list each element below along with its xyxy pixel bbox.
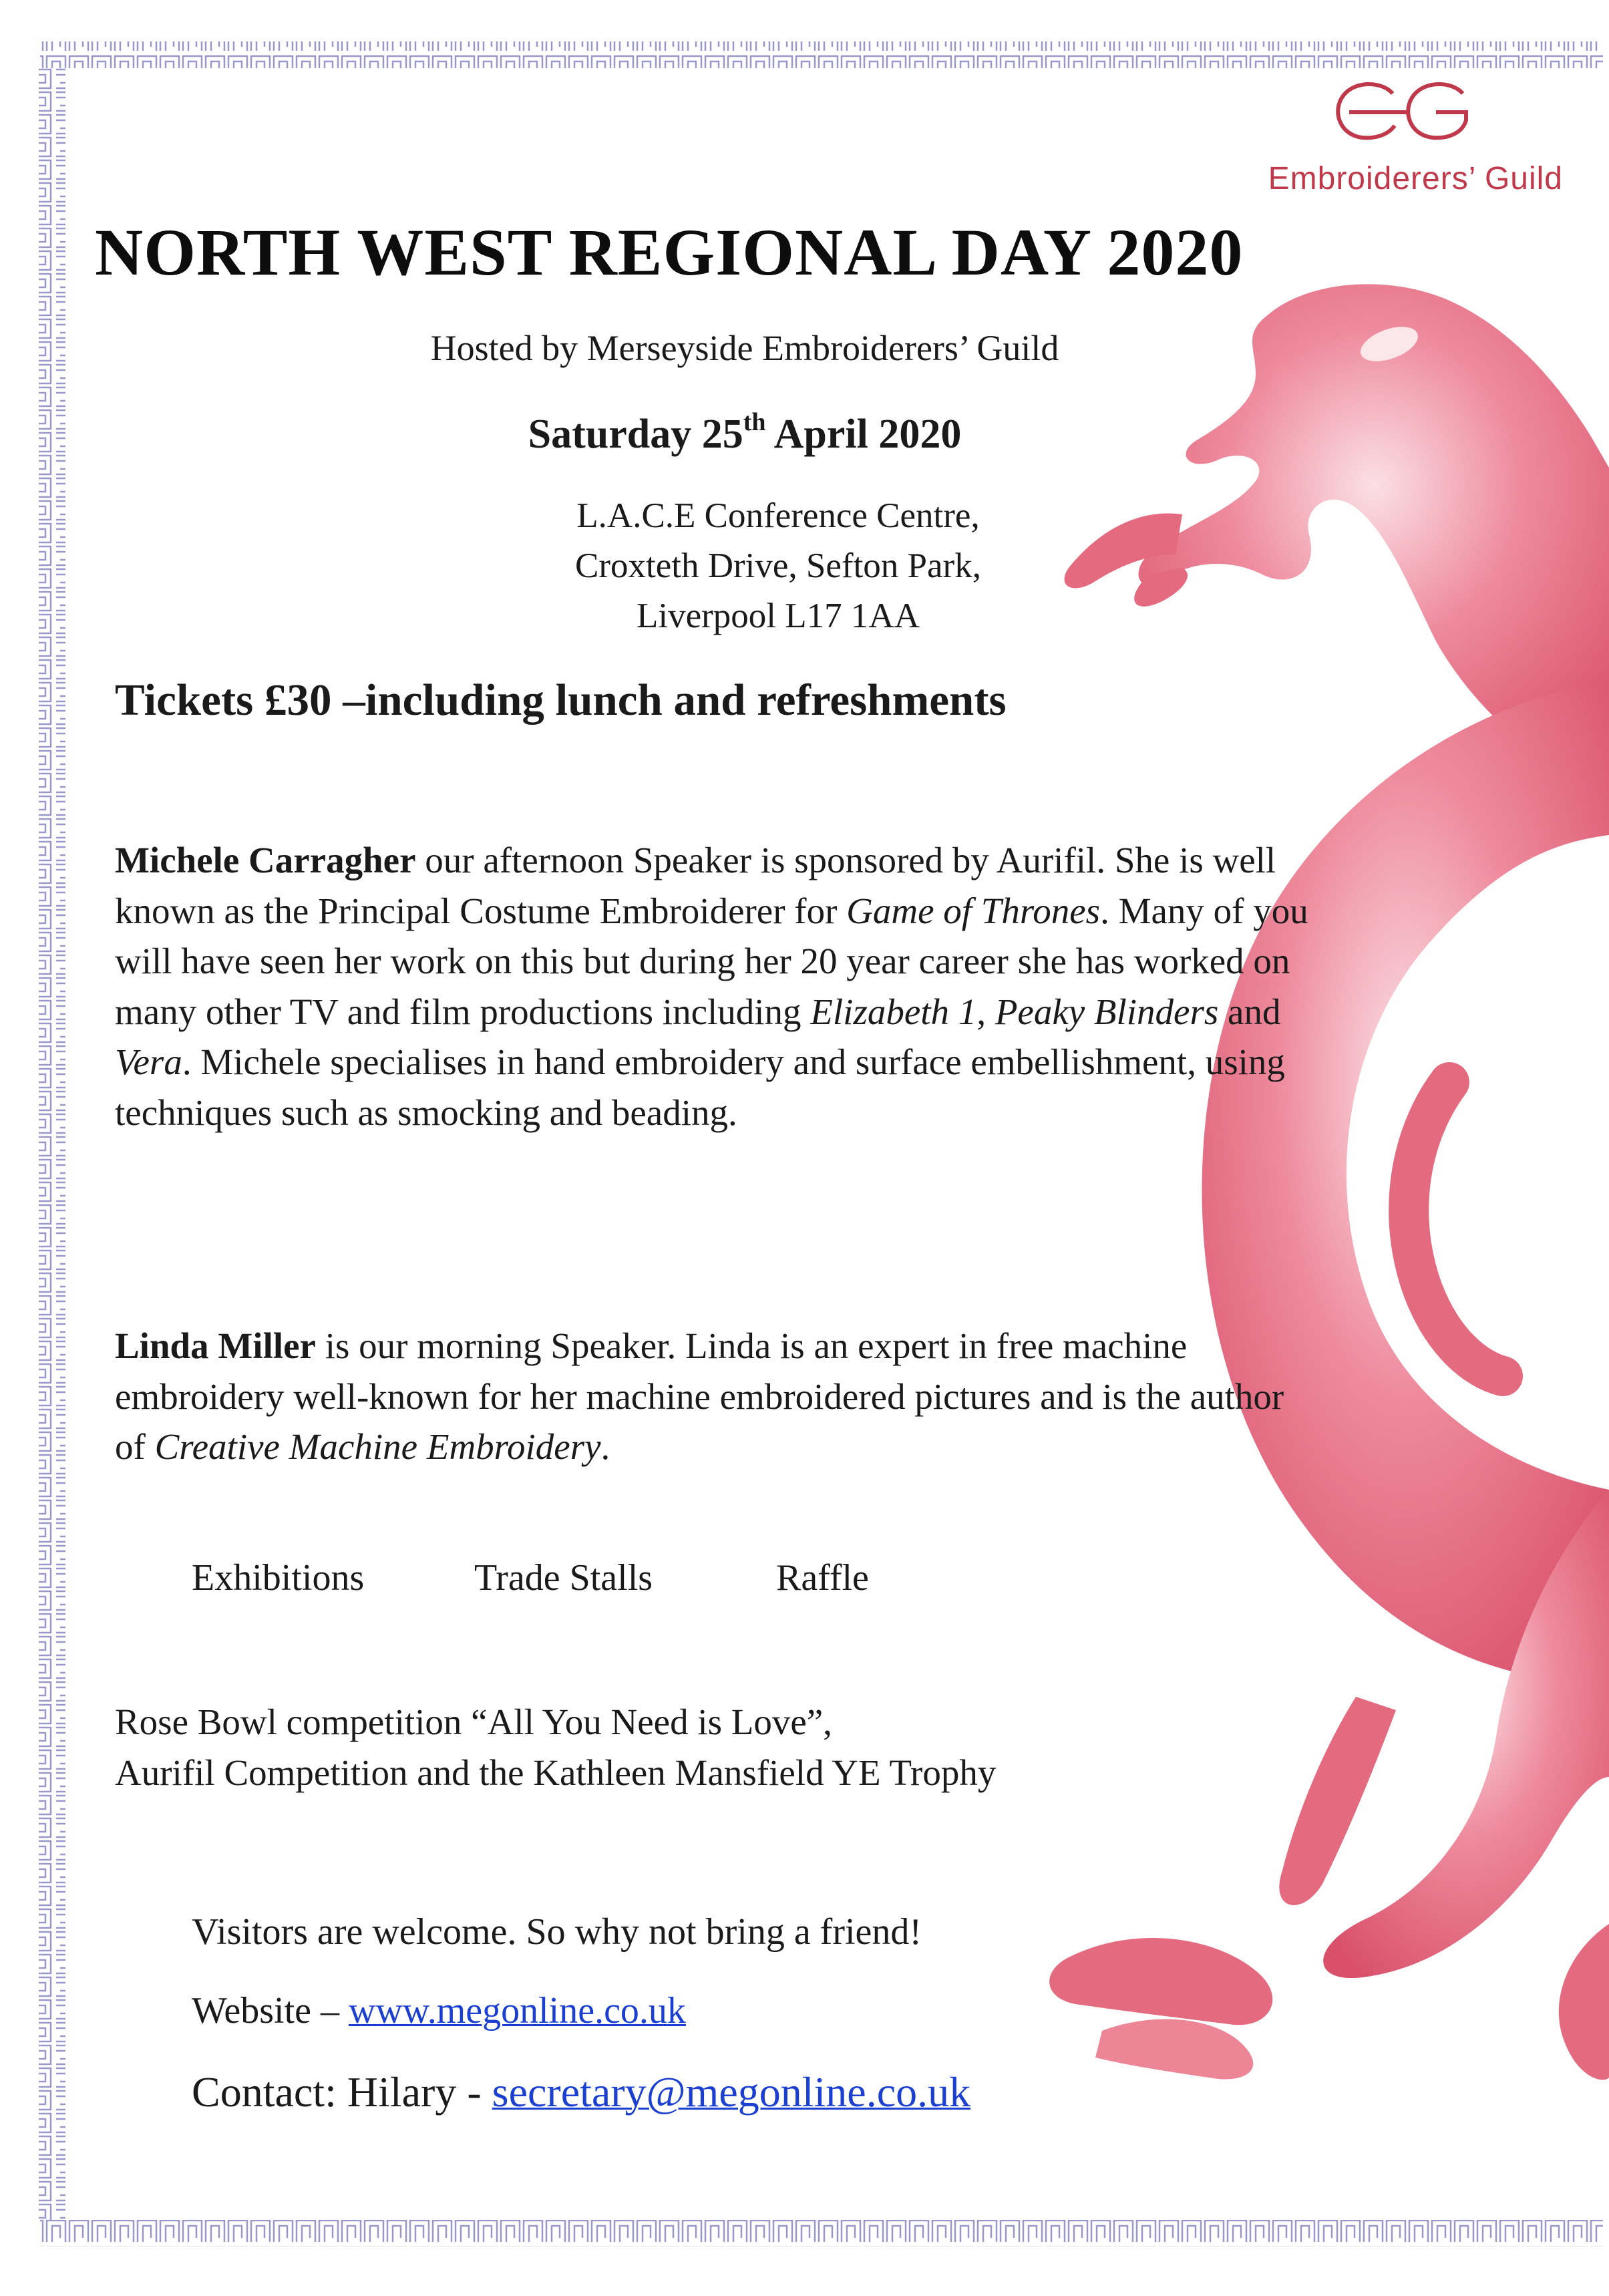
speaker-2-paragraph — [115, 1321, 1317, 1472]
competitions — [115, 1697, 1384, 1798]
visitors-note: Visitors are welcome. So why not bring a friend! — [192, 1911, 922, 1953]
venue-line-3: Liverpool L17 1AA — [637, 597, 920, 635]
website-line — [192, 1989, 686, 2032]
feature-exhibitions: Exhibitions — [192, 1557, 365, 1599]
speaker-1-italic: Game of Thrones — [846, 890, 1101, 931]
date-suffix: th — [743, 408, 766, 436]
logo-text: Embroiderers’ Guild — [1268, 161, 1563, 196]
speaker-1-italic: Vera — [115, 1041, 182, 1082]
speaker-1-italic: Peaky Blinders — [995, 991, 1219, 1032]
venue-line-1: L.A.C.E Conference Centre, — [576, 496, 980, 535]
speaker-1-text: . Michele specialises in hand embroidery and surface embellishment, using techniques such as smocking and beading. — [115, 1041, 1285, 1133]
competition-line-1: Rose Bowl competition “All You Need is Love”, — [115, 1701, 832, 1742]
feature-raffle: Raffle — [776, 1557, 869, 1599]
speaker-2-italic: Creative Machine Embroidery — [154, 1426, 601, 1467]
speaker-2-text: is our morning Speaker. Linda is an expert in free machine embroidery well-known for her machine embroidered pictures and is the author of — [115, 1325, 1284, 1467]
contact-label: Contact: Hilary - — [192, 2068, 492, 2116]
speaker-2-name: Linda Miller — [115, 1325, 316, 1366]
speaker-1-italic: Elizabeth 1 — [810, 991, 977, 1032]
host-line: Hosted by Merseyside Embroiderers’ Guild — [430, 328, 1059, 368]
venue-line-2: Croxteth Drive, Sefton Park, — [575, 546, 981, 585]
feature-trade-stalls: Trade Stalls — [474, 1557, 653, 1599]
speaker-2-text: . — [600, 1426, 610, 1467]
title-year: 2020 — [1107, 215, 1244, 289]
contact-email-link[interactable]: secretary@megonline.co.uk — [492, 2068, 971, 2116]
venue-address — [234, 491, 1322, 641]
event-date — [200, 407, 1289, 458]
speaker-1-text: . Many of you will have seen her work on this but during her 20 year career she has worked on many other TV and film productions including — [115, 890, 1308, 1032]
competition-line-2: Aurifil Competition and the Kathleen Mansfield YE Trophy — [115, 1752, 997, 1793]
date-prefix: Saturday 25 — [528, 412, 743, 457]
date-rest: April 2020 — [765, 412, 962, 457]
speaker-1-text: our afternoon Speaker is sponsored by Aurifil. She is well known as the Principal Costume Embroiderer for — [115, 840, 1276, 931]
speaker-1-name: Michele Carragher — [115, 840, 416, 880]
title-main: NORTH WEST REGIONAL DAY — [95, 215, 1107, 289]
website-label: Website – — [192, 1990, 349, 2031]
eg-logo-icon — [1329, 73, 1483, 154]
website-link[interactable]: www.megonline.co.uk — [349, 1990, 686, 2031]
contact-line — [192, 2068, 970, 2117]
speaker-1-text: and — [1218, 991, 1281, 1032]
speaker-1-paragraph — [115, 835, 1317, 1138]
page-title — [95, 214, 1497, 291]
tickets-info: Tickets £30 –including lunch and refreshments — [115, 675, 1007, 725]
speaker-1-text: , — [976, 991, 995, 1032]
